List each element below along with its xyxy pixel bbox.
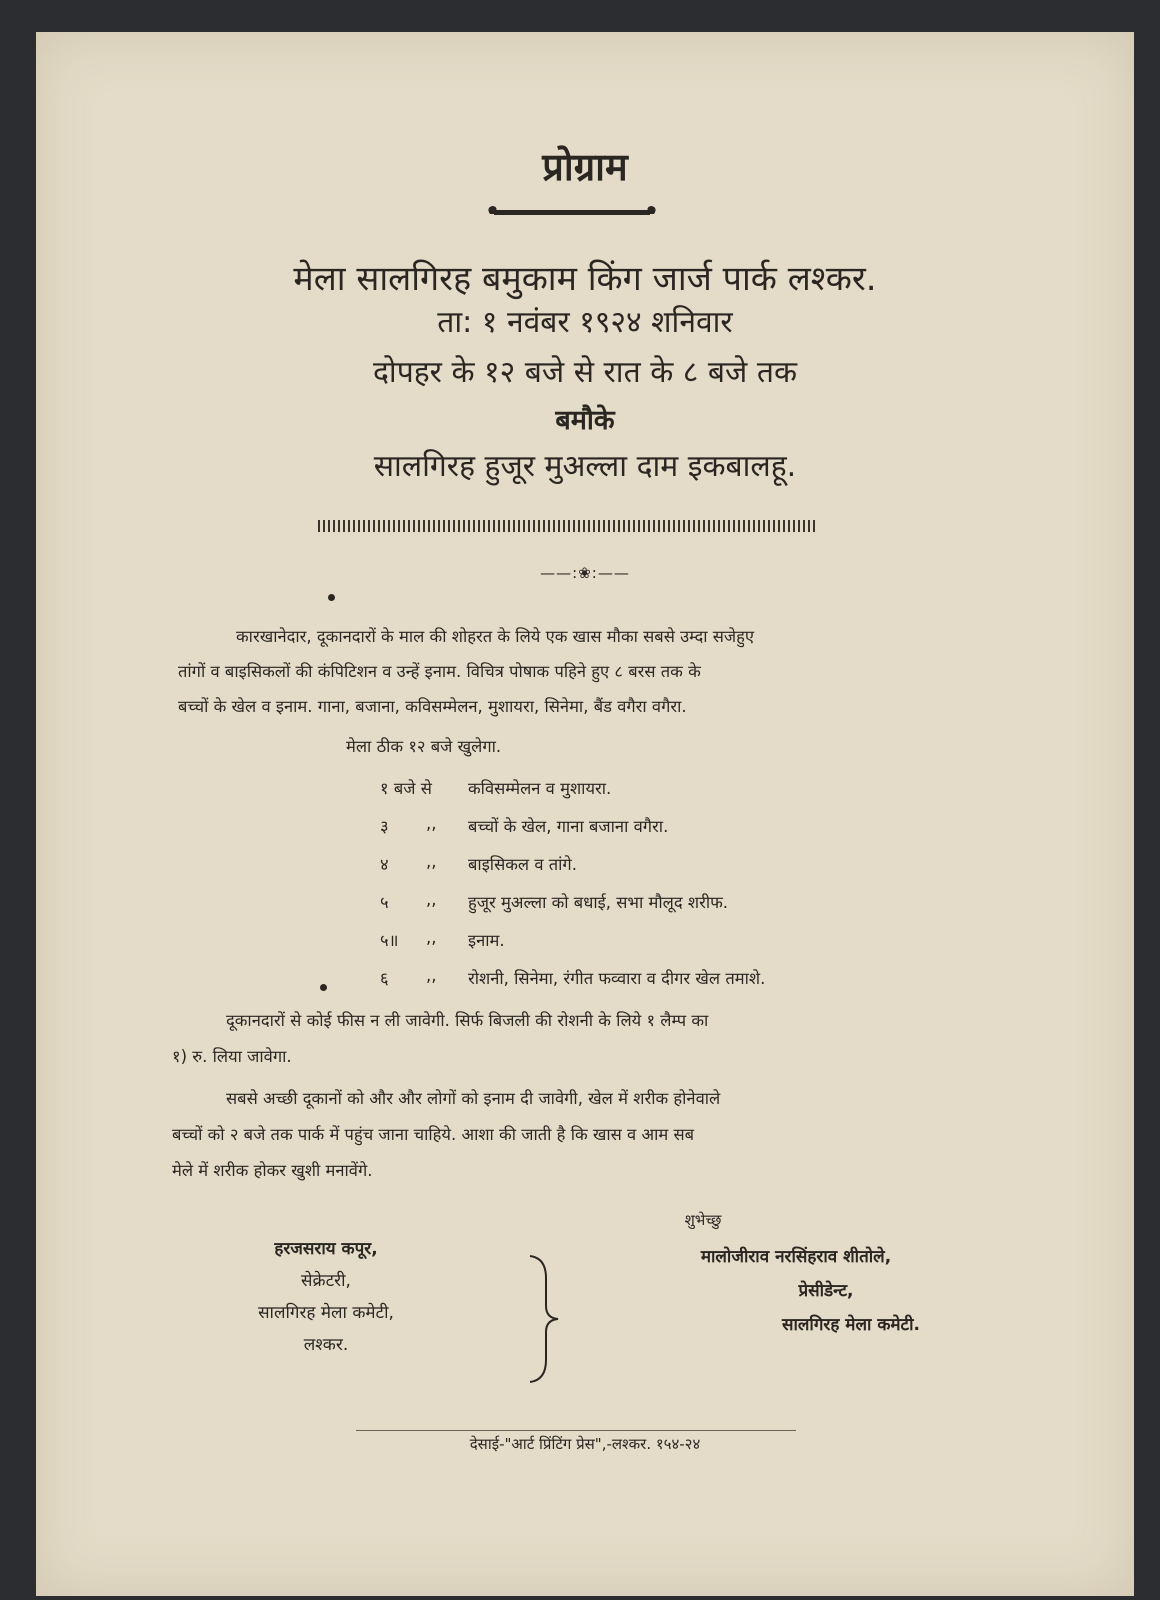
fees-line-2: १) रु. लिया जावेगा. [172, 1047, 292, 1066]
schedule-ditto: ,, [426, 890, 437, 909]
secretary-title: सेक्रेटरी, [301, 1271, 351, 1291]
bullet-dot [320, 984, 327, 991]
intro-line-1: कारखानेदार, दूकानदारों के माल की शोहरत के लिये एक खास मौका सबसे उम्दा सजेहुए [236, 627, 755, 646]
schedule-time: ६ [380, 969, 389, 988]
schedule-time: १ बजे से [380, 779, 432, 798]
footer-rule [356, 1430, 796, 1431]
secretary-place: लश्कर. [303, 1335, 349, 1355]
title-flourish-ornament [482, 200, 662, 222]
secretary-committee: सालगिरह मेला कमेटी, [258, 1303, 394, 1323]
schedule-event: रोशनी, सिनेमा, रंगीत फव्वारा व दीगर खेल तमाशे. [468, 969, 766, 988]
fees-line-1: दूकानदारों से कोई फीस न ली जावेगी. सिर्फ बिजली की रोशनी के लिये १ लैम्प का [226, 1011, 709, 1030]
curly-brace-ornament [526, 1254, 560, 1384]
header-line-5: सालगिरह हुजूर मुअल्ला दाम इकबालहू. [373, 449, 797, 484]
president-title: प्रेसीडेन्ट, [798, 1281, 854, 1301]
schedule-ditto: ,, [426, 852, 437, 871]
schedule-time: ५॥ [380, 931, 399, 950]
schedule-ditto: ,, [426, 928, 437, 947]
schedule-time: ३ [380, 817, 389, 836]
schedule-event: कविसम्मेलन व मुशायरा. [468, 779, 612, 798]
header-line-3: दोपहर के १२ बजे से रात के ८ बजे तक [373, 355, 797, 390]
header-line-2: ता: १ नवंबर १९२४ शनिवार [437, 305, 733, 340]
schedule-event: इनाम. [468, 931, 505, 950]
well-wisher-label: शुभेच्छु [684, 1211, 722, 1229]
bullet-dot [328, 594, 335, 601]
schedule-ditto: ,, [426, 814, 437, 833]
poster-sheet [36, 32, 1134, 1596]
schedule-time: ४ [380, 855, 389, 874]
schedule-event: बाइसिकल व तांगे. [468, 855, 577, 874]
poster-title: प्रोग्राम [542, 145, 628, 189]
printer-imprint: देसाई-"आर्ट प्रिंटिंग प्रेस",-लश्कर. १५४-२४ [469, 1435, 701, 1453]
closing-line-3: मेले में शरीक होकर खुशी मनावेंगे. [172, 1161, 373, 1180]
closing-line-2: बच्चों को २ बजे तक पार्क में पहुंच जाना चाहिये. आशा की जाती है कि खास व आम सब [172, 1125, 695, 1144]
header-line-4: बमौके [555, 405, 615, 436]
president-name: मालोजीराव नरसिंहराव शीतोले, [700, 1247, 892, 1267]
intro-line-3: बच्चों के खेल व इनाम. गाना, बजाना, कविसम्मेलन, मुशायरा, सिनेमा, बैंड वगैरा वगैरा. [178, 697, 687, 716]
schedule-ditto: ,, [426, 966, 437, 985]
ornamental-divider: ——:❀:—— [540, 564, 630, 582]
hatched-rule [318, 520, 818, 532]
opening-time: मेला ठीक १२ बजे खुलेगा. [346, 737, 502, 756]
header-line-1: मेला सालगिरह बमुकाम किंग जार्ज पार्क लश्कर. [293, 259, 877, 299]
president-committee: सालगिरह मेला कमेटी. [782, 1315, 920, 1335]
intro-line-2: तांगों व बाइसिकलों की कंपिटिशन व उन्हें इनाम. विचित्र पोषाक पहिने हुए ८ बरस तक के [178, 662, 701, 681]
schedule-event: बच्चों के खेल, गाना बजाना वगैरा. [468, 817, 669, 836]
schedule-time: ५ [380, 893, 389, 912]
closing-line-1: सबसे अच्छी दूकानों को और और लोगों को इनाम दी जावेगी, खेल में शरीक होनेवाले [226, 1089, 721, 1108]
secretary-name: हरजसराय कपूर, [274, 1239, 378, 1259]
schedule-event: हुजूर मुअल्ला को बधाई, सभा मौलूद शरीफ. [468, 893, 729, 912]
